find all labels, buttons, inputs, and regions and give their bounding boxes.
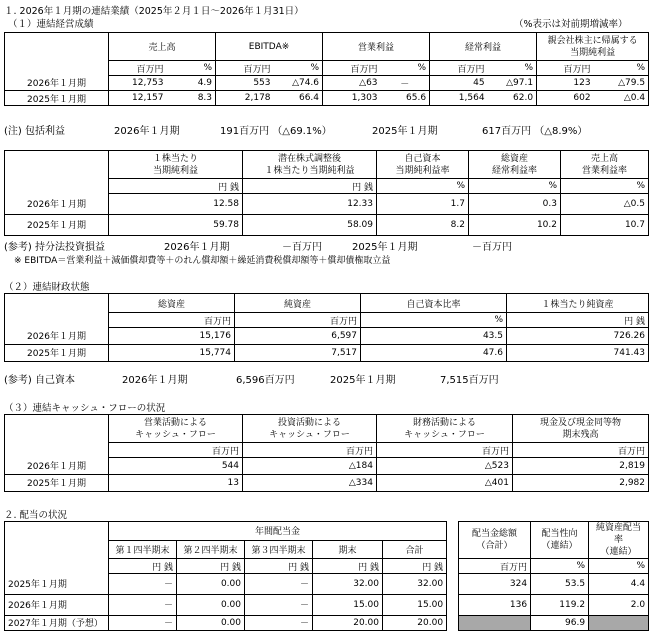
unit-cell: 百万円 — [377, 443, 513, 458]
table-corner — [5, 522, 109, 541]
value-cell: 4.4 — [589, 574, 649, 595]
value-cell: 0.00 — [177, 615, 245, 630]
value-cell: 10.7 — [561, 214, 649, 235]
table-row — [5, 344, 649, 361]
unit-cell: 百万円 — [459, 559, 531, 574]
row-label: 2026年１月期 — [5, 194, 109, 215]
equity-method-value-2: －百万円 — [472, 242, 512, 253]
header-year-end: 期末 — [313, 540, 383, 559]
table-row — [5, 458, 649, 475]
header-roa: 総資産 経常利益率 — [469, 151, 561, 179]
unit-cell: % — [469, 179, 561, 194]
header-diluted-eps: 潜在株式調整後 １株当たり当期純利益 — [243, 151, 377, 179]
row-label: 2025年１月期 — [5, 214, 109, 235]
header-eps: １株当たり 当期純利益 — [109, 151, 243, 179]
financial-position-table — [4, 293, 649, 362]
section-title-results: １. 2026年１月期の連結業績（2025年２月１日～2026年１月31日） — [4, 6, 304, 17]
row-label: 2026年１月期 — [5, 328, 109, 345]
value-cell-shaded — [589, 615, 649, 630]
unit-label-cell — [5, 559, 109, 574]
unit-cell: 円 銭 — [109, 559, 177, 574]
value-cell: 32.00 — [313, 574, 383, 595]
value-cell: 2,178 — [216, 91, 274, 106]
percent-note: （%表示は対前期増減率） — [514, 19, 628, 30]
value-cell: 96.9 — [531, 615, 589, 630]
section-title-dividends: ２. 配当の状況 — [4, 510, 68, 521]
unit-cell: % — [167, 61, 216, 76]
value-cell: △184 — [243, 458, 377, 475]
header-ordinary-income: 経常利益 — [430, 33, 537, 61]
value-cell: 1.7 — [377, 194, 469, 215]
value-cell: 13 — [109, 474, 243, 491]
value-cell: △401 — [377, 474, 513, 491]
value-cell: 6,597 — [235, 328, 361, 345]
value-cell: 15,774 — [109, 344, 235, 361]
unit-cell: 円 銭 — [245, 559, 313, 574]
unit-cell: 百万円 — [537, 61, 594, 76]
header-annual-dividends: 年間配当金 — [109, 522, 447, 541]
equity-method-period-2: 2025年１月期 — [352, 242, 418, 253]
table-corner — [5, 540, 109, 559]
header-doe: 純資産配当率 （連結） — [589, 522, 649, 559]
unit-cell: 円 銭 — [109, 179, 243, 194]
unit-cell: 百万円 — [216, 61, 274, 76]
unit-cell: 百万円 — [109, 61, 167, 76]
subsection-title-cash-flows: （３）連結キャッシュ・フローの状況 — [4, 403, 166, 414]
table-row — [5, 194, 649, 215]
value-cell: 741.43 — [507, 344, 649, 361]
value-cell: 12.58 — [109, 194, 243, 215]
value-cell: △74.6 — [274, 76, 323, 91]
header-equity-ratio: 自己資本比率 — [361, 294, 507, 313]
unit-cell: 円 銭 — [177, 559, 245, 574]
value-cell: 136 — [459, 594, 531, 615]
spacer — [447, 522, 459, 631]
own-capital-value-2: 7,515百万円 — [440, 375, 499, 386]
value-cell: 43.5 — [361, 328, 507, 345]
unit-cell: % — [561, 179, 649, 194]
unit-cell: 百万円 — [235, 313, 361, 328]
unit-label-cell — [5, 443, 109, 458]
unit-cell: 円 銭 — [243, 179, 377, 194]
header-operating-cf: 営業活動による キャッシュ・フロー — [109, 415, 243, 443]
value-cell: 20.00 — [383, 615, 447, 630]
table-corner — [5, 415, 109, 443]
value-cell: 58.09 — [243, 214, 377, 235]
header-total: 合計 — [383, 540, 447, 559]
header-financing-cf: 財務活動による キャッシュ・フロー — [377, 415, 513, 443]
header-q3: 第３四半期末 — [245, 540, 313, 559]
value-cell: 726.26 — [507, 328, 649, 345]
unit-cell: % — [377, 179, 469, 194]
value-cell: 553 — [216, 76, 274, 91]
value-cell: 544 — [109, 458, 243, 475]
value-cell: △79.5 — [594, 76, 649, 91]
row-label: 2026年１月期 — [5, 76, 109, 91]
value-cell: 8.3 — [167, 91, 216, 106]
comprehensive-income-value-2: 617百万円 （△8.9%） — [482, 126, 588, 137]
unit-cell: 円 銭 — [383, 559, 447, 574]
operating-results-table — [4, 32, 649, 106]
subsection-title-operating: （１）連結経営成績 — [8, 19, 94, 30]
table-row — [5, 574, 649, 595]
unit-cell: % — [274, 61, 323, 76]
cash-flows-table — [4, 414, 649, 492]
header-net-income: 親会社株主に帰属する 当期純利益 — [537, 33, 649, 61]
value-cell: － — [381, 76, 430, 91]
value-cell: 32.00 — [383, 574, 447, 595]
value-cell: 15,176 — [109, 328, 235, 345]
value-cell: 59.78 — [109, 214, 243, 235]
unit-cell: % — [488, 61, 537, 76]
unit-label-cell — [5, 313, 109, 328]
value-cell: 20.00 — [313, 615, 383, 630]
table-row — [5, 615, 649, 630]
own-capital-label: (参考) 自己資本 — [4, 375, 75, 386]
unit-cell: 円 銭 — [313, 559, 383, 574]
unit-cell: 円 銭 — [507, 313, 649, 328]
unit-label-cell — [5, 61, 109, 76]
table-row — [5, 594, 649, 615]
table-corner — [5, 33, 109, 61]
header-bps: １株当たり純資産 — [507, 294, 649, 313]
value-cell: △0.5 — [561, 194, 649, 215]
value-cell-shaded — [459, 615, 531, 630]
value-cell: 15.00 — [313, 594, 383, 615]
row-label: 2026年１月期 — [5, 594, 109, 615]
value-cell: △0.4 — [594, 91, 649, 106]
header-total-assets: 総資産 — [109, 294, 235, 313]
subsection-title-financial-position: （２）連結財政状態 — [4, 282, 90, 293]
value-cell: 7,517 — [235, 344, 361, 361]
comprehensive-income-period-1: 2026年１月期 — [114, 126, 180, 137]
header-operating-margin: 売上高 営業利益率 — [561, 151, 649, 179]
unit-label-cell — [5, 179, 109, 194]
value-cell: － — [109, 574, 177, 595]
value-cell: 2.0 — [589, 594, 649, 615]
header-cash-balance: 現金及び現金同等物 期末残高 — [513, 415, 649, 443]
own-capital-value-1: 6,596百万円 — [236, 375, 295, 386]
value-cell: 8.2 — [377, 214, 469, 235]
equity-method-label: (参考) 持分法投資損益 — [4, 242, 105, 253]
row-label: 2025年１月期 — [5, 91, 109, 106]
value-cell: 4.9 — [167, 76, 216, 91]
value-cell: △97.1 — [488, 76, 537, 91]
value-cell: 12,753 — [109, 76, 167, 91]
unit-cell: 百万円 — [109, 443, 243, 458]
unit-cell: 百万円 — [430, 61, 488, 76]
row-label: 2026年１月期 — [5, 458, 109, 475]
value-cell: 123 — [537, 76, 594, 91]
own-capital-period-1: 2026年１月期 — [122, 375, 188, 386]
value-cell: 324 — [459, 574, 531, 595]
value-cell: 53.5 — [531, 574, 589, 595]
value-cell: 47.6 — [361, 344, 507, 361]
value-cell: 0.3 — [469, 194, 561, 215]
header-ebitda: EBITDA※ — [216, 33, 323, 61]
unit-cell: % — [589, 559, 649, 574]
own-capital-period-2: 2025年１月期 — [330, 375, 396, 386]
value-cell: － — [109, 615, 177, 630]
value-cell: 0.00 — [177, 574, 245, 595]
comprehensive-income-label: (注) 包括利益 — [4, 126, 65, 137]
equity-method-period-1: 2026年１月期 — [164, 242, 230, 253]
table-corner — [5, 151, 109, 179]
dividends-table — [4, 521, 649, 631]
table-row — [5, 91, 649, 106]
header-q2: 第２四半期末 — [177, 540, 245, 559]
value-cell: － — [245, 574, 313, 595]
equity-method-value-1: －百万円 — [282, 242, 322, 253]
unit-cell: % — [361, 313, 507, 328]
row-label: 2025年１月期 — [5, 344, 109, 361]
value-cell: 66.4 — [274, 91, 323, 106]
value-cell: 2,982 — [513, 474, 649, 491]
per-share-ratios-table — [4, 150, 649, 236]
value-cell: 1,564 — [430, 91, 488, 106]
value-cell: 62.0 — [488, 91, 537, 106]
table-row — [5, 76, 649, 91]
table-row — [5, 214, 649, 235]
comprehensive-income-value-1: 191百万円 （△69.1%） — [220, 126, 332, 137]
value-cell: △63 — [323, 76, 381, 91]
unit-cell: 百万円 — [243, 443, 377, 458]
value-cell: － — [245, 615, 313, 630]
row-label: 2025年１月期 — [5, 474, 109, 491]
comprehensive-income-period-2: 2025年１月期 — [372, 126, 438, 137]
value-cell: 602 — [537, 91, 594, 106]
value-cell: 2,819 — [513, 458, 649, 475]
header-payout-ratio: 配当性向 （連結） — [531, 522, 589, 559]
header-sales: 売上高 — [109, 33, 216, 61]
value-cell: － — [109, 594, 177, 615]
unit-cell: 百万円 — [323, 61, 381, 76]
header-total-dividends: 配当金総額 （合計） — [459, 522, 531, 559]
value-cell: 1,303 — [323, 91, 381, 106]
unit-cell: 百万円 — [109, 313, 235, 328]
row-label: 2025年１月期 — [5, 574, 109, 595]
value-cell: 10.2 — [469, 214, 561, 235]
unit-cell: % — [381, 61, 430, 76]
table-corner — [5, 294, 109, 313]
header-investing-cf: 投資活動による キャッシュ・フロー — [243, 415, 377, 443]
unit-cell: 百万円 — [513, 443, 649, 458]
value-cell: － — [245, 594, 313, 615]
value-cell: 45 — [430, 76, 488, 91]
value-cell: 12,157 — [109, 91, 167, 106]
value-cell: △334 — [243, 474, 377, 491]
value-cell: △523 — [377, 458, 513, 475]
header-operating-income: 営業利益 — [323, 33, 430, 61]
header-q1: 第１四半期末 — [109, 540, 177, 559]
unit-cell: % — [531, 559, 589, 574]
value-cell: 15.00 — [383, 594, 447, 615]
row-label: 2027年１月期（予想） — [5, 615, 109, 630]
value-cell: 12.33 — [243, 194, 377, 215]
header-net-assets: 純資産 — [235, 294, 361, 313]
value-cell: 0.00 — [177, 594, 245, 615]
ebitda-definition-note: ※ EBITDA＝営業利益＋減価償却費等＋のれん償却額＋繰延消費税償却額等＋償却債権取立益 — [14, 256, 391, 266]
table-row — [5, 328, 649, 345]
table-row — [5, 474, 649, 491]
value-cell: 119.2 — [531, 594, 589, 615]
value-cell: 65.6 — [381, 91, 430, 106]
header-roe: 自己資本 当期純利益率 — [377, 151, 469, 179]
unit-cell: % — [594, 61, 649, 76]
